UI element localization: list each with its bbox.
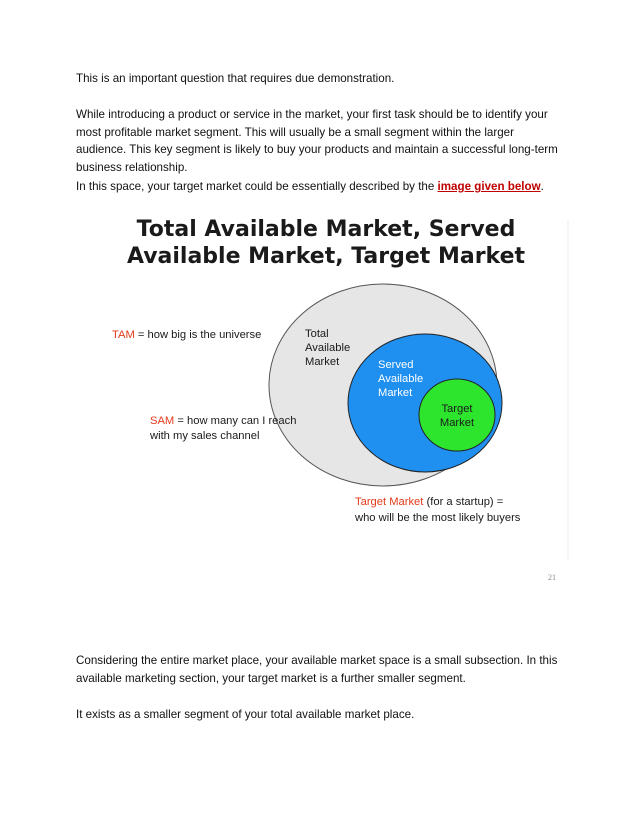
served-label-2: Available	[378, 373, 424, 385]
served-label-1: Served	[378, 359, 414, 371]
target-market-term: Target Market	[355, 496, 424, 508]
target-market-description: (for a startup) =	[423, 496, 504, 508]
segment-line-2: most profitable market segment. This will usually be a small segment within the larger	[76, 125, 514, 139]
available-market-paragraph	[76, 652, 566, 687]
target-label-2: Market	[439, 417, 475, 429]
image-intro-paragraph	[76, 178, 566, 196]
sam-term: SAM	[150, 415, 175, 427]
closing-text: It exists as a smaller segment of your total available market place.	[76, 708, 415, 721]
slide-number: 21	[548, 573, 556, 582]
image-intro-line	[76, 178, 566, 196]
segment-line-4: business relationship.	[76, 160, 188, 174]
closing-paragraph	[76, 706, 566, 724]
image-link[interactable]: image given below	[437, 180, 541, 193]
target-market-description-line-2: who will be the most likely buyers	[355, 512, 521, 524]
slide-title-line-2: Available Market, Target Market	[126, 244, 526, 269]
served-label-3: Market	[378, 387, 413, 399]
available-market-line-2: available marketing section, your target market is a further smaller segment.	[76, 671, 466, 685]
sam-description: = how many can I reach	[174, 415, 297, 427]
target-market-annotation	[355, 496, 503, 508]
total-label-3: Market	[305, 356, 340, 368]
available-market-line-1: Considering the entire market place, your available market space is a small subsection. In this	[76, 654, 558, 667]
sam-description-line-2: with my sales channel	[150, 430, 260, 442]
segment-paragraph	[76, 106, 566, 176]
image-intro-prefix: In this space, your target market could be essentially described by the	[76, 180, 438, 193]
target-market-circle	[419, 379, 495, 451]
segment-line-3: audience. This key segment is likely to buy your products and maintain a successful long-term	[76, 143, 558, 156]
total-label-2: Available	[305, 342, 351, 354]
market-diagram	[76, 200, 572, 590]
slide-title-line-1: Total Available Market, Served	[136, 217, 516, 242]
tam-description: = how big is the universe	[134, 329, 262, 341]
target-label-1: Target	[441, 403, 473, 415]
intro-paragraph	[76, 70, 566, 88]
tam-term: TAM	[112, 329, 135, 341]
total-label-1: Total	[305, 328, 329, 340]
segment-line-1: While introducing a product or service in the market, your first task should be to identify your	[76, 108, 548, 121]
sam-annotation	[150, 415, 296, 427]
intro-text: This is an important question that requires due demonstration.	[76, 72, 395, 85]
tam-annotation	[112, 329, 261, 341]
image-intro-suffix: .	[540, 180, 544, 193]
